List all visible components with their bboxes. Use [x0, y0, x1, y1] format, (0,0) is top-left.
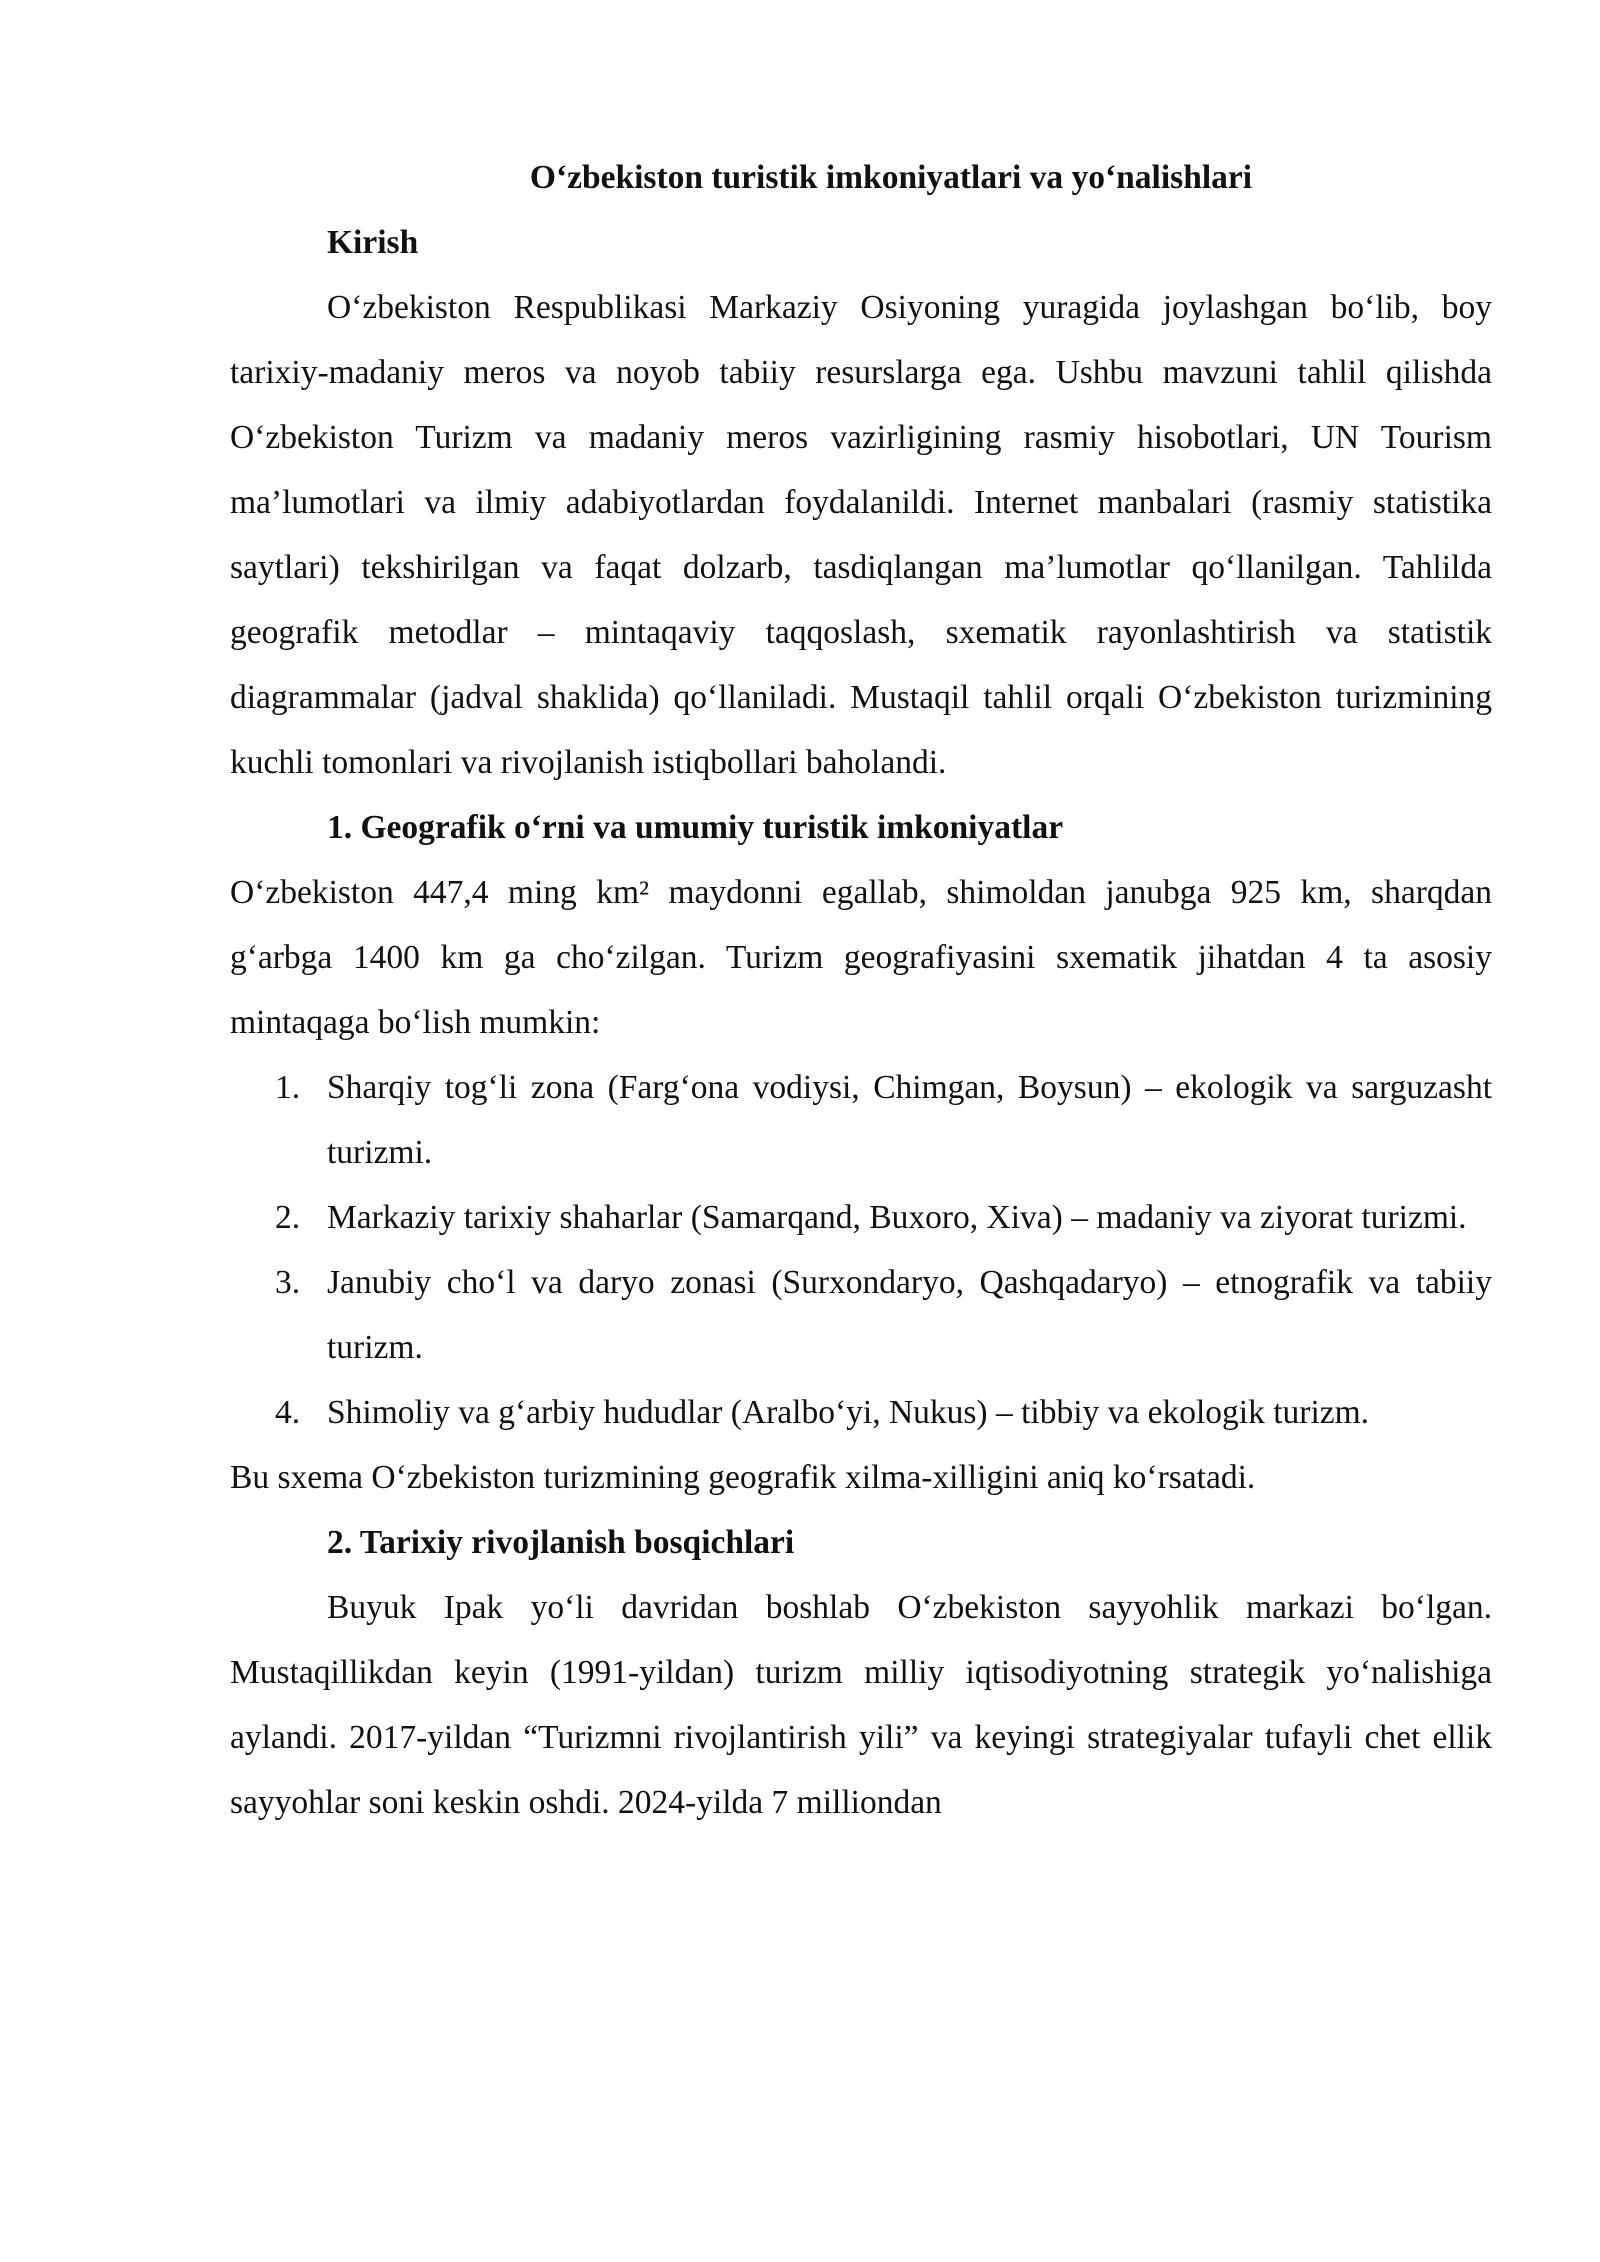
section-1-heading: 1. Geografik o‘rni va umumiy turistik imkoniyatlar	[327, 809, 1064, 846]
list-item-text: Markaziy tarixiy shaharlar (Samarqand, Buxoro, Xiva) – madaniy va ziyorat turizmi.	[327, 1199, 1467, 1236]
section-2-paragraph: Buyuk Ipak yo‘li davridan boshlab O‘zbekiston sayyohlik markazi bo‘lgan. Mustaqillikdan keyin (1991-yildan) turizm milliy iqtisodiyotning strategik yo‘nalishiga aylandi. 2017-yildan “Turizmni rivojlantirish yili” va keyingi strategiyalar tufayli chet ellik sayyohlar soni keskin oshdi. 2024-yilda 7 milliondan	[230, 1589, 1492, 1821]
section-2-heading: 2. Tarixiy rivojlanish bosqichlari	[327, 1524, 795, 1561]
list-item-number: 2.	[275, 1199, 301, 1236]
list-item	[275, 1380, 1492, 1445]
list-item-number: 3.	[275, 1264, 301, 1301]
list-item-text: Sharqiy tog‘li zona (Farg‘ona vodiysi, Chimgan, Boysun) – ekologik va sarguzasht turizmi.	[327, 1069, 1492, 1171]
list-item	[275, 1250, 1492, 1380]
list-item-number: 1.	[275, 1069, 301, 1106]
document-page	[230, 145, 1492, 1835]
list-item-number: 4.	[275, 1394, 301, 1431]
list-item-text: Janubiy cho‘l va daryo zonasi (Surxondaryo, Qashqadaryo) – etnografik va tabiiy turizm.	[327, 1264, 1492, 1366]
intro-paragraph: O‘zbekiston Respublikasi Markaziy Osiyoning yuragida joylashgan bo‘lib, boy tarixiy-madaniy meros va noyob tabiiy resurslarga ega. Ushbu mavzuni tahlil qilishda O‘zbekiston Turizm va madaniy meros vazirligining rasmiy hisobotlari, UN Tourism ma’lumotlari va ilmiy adabiyotlardan foydalanildi. Internet manbalari (rasmiy statistika saytlari) tekshirilgan va faqat dolzarb, tasdiqlangan ma’lumotlar qo‘llanilgan. Tahlilda geografik metodlar – mintaqaviy taqqoslash, sxematik rayonlashtirish va statistik diagrammalar (jadval shaklida) qo‘llaniladi. Mustaqil tahlil orqali O‘zbekiston turizmining kuchli tomonlari va rivojlanish istiqbollari baholandi.	[230, 289, 1492, 781]
zones-list	[230, 1055, 1492, 1445]
section-1-closing: Bu sxema O‘zbekiston turizmining geografik xilma-xilligini aniq ko‘rsatadi.	[230, 1459, 1256, 1496]
section-1-paragraph: O‘zbekiston 447,4 ming km² maydonni egallab, shimoldan janubga 925 km, sharqdan g‘arbga 1400 km ga cho‘zilgan. Turizm geografiyasini sxematik jihatdan 4 ta asosiy mintaqaga bo‘lish mumkin:	[230, 874, 1492, 1041]
intro-heading: Kirish	[327, 224, 419, 261]
list-item	[275, 1055, 1492, 1185]
list-item	[275, 1185, 1492, 1250]
list-item-text: Shimoliy va g‘arbiy hududlar (Aralbo‘yi, Nukus) – tibbiy va ekologik turizm.	[327, 1394, 1370, 1431]
document-title: O‘zbekiston turistik imkoniyatlari va yo‘nalishlari	[529, 159, 1253, 196]
